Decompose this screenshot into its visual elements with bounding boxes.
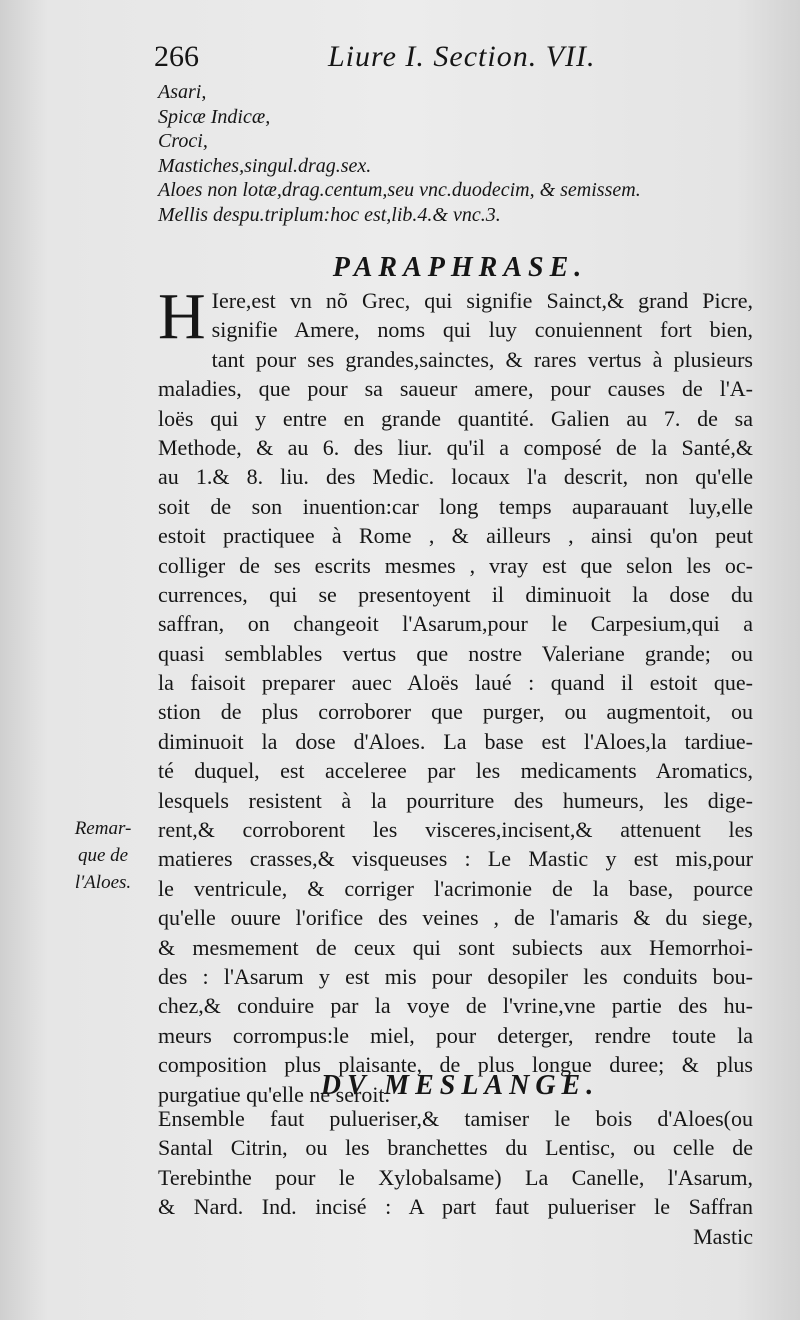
recipe-line: Spicæ Indicæ, xyxy=(158,105,271,128)
text-line: composition plus plaisante, de plus longue duree; & plus xyxy=(158,1052,753,1078)
recipe-line: Croci, xyxy=(158,130,208,152)
text-line: purgatiue qu'elle ne seroit. xyxy=(158,1081,391,1107)
text-line: maladies, que pour sa saueur amere, pour causes de l'A- xyxy=(158,376,753,402)
margin-note-line: que de xyxy=(77,845,129,866)
text-line: des : l'Asarum y est mis pour desopiler les conduits bou- xyxy=(158,963,753,989)
text-line: lesquels resistent à la pourriture des humeurs, les dige- xyxy=(158,787,753,813)
margin-note xyxy=(58,815,148,896)
text-line: le ventricule, & corriger l'acrimonie de la base, pource xyxy=(158,875,753,901)
text-line: diminuoit la dose d'Aloes. La base est l'Aloes,la tardiue- xyxy=(158,728,753,754)
text-line: currences, qui se presentoyent il diminuoit la dose du xyxy=(158,581,753,607)
page-number: 266 xyxy=(154,40,199,73)
meslange-body xyxy=(158,1104,753,1251)
text-line: Methode, & au 6. des liur. qu'il a composé de la Santé,& xyxy=(158,434,753,460)
margin-note-line: Remar- xyxy=(74,818,132,839)
text-line: & Nard. Ind. incisé : A part faut pulueriser le Saffran xyxy=(158,1194,753,1220)
text-line: soit de son inuention:car long temps auparauant luy,elle xyxy=(158,493,753,519)
paraphrase-body xyxy=(158,280,753,1109)
text-line: saffran, on changeoit l'Asarum,pour le Carpesium,qui a xyxy=(158,611,753,637)
text-line: au 1.& 8. liu. des Medic. locaux l'a descrit, non qu'elle xyxy=(158,464,753,490)
recipe-line: Mastiches,singul.drag.sex. xyxy=(158,154,372,177)
text-line: té duquel, est acceleree par les medicaments Aromatics, xyxy=(158,758,753,784)
text-line: loës qui y entre en grande quantité. Galien au 7. de sa xyxy=(158,405,753,431)
margin-note-line: l'Aloes. xyxy=(74,872,132,893)
recipe-line: Mellis despu.triplum:hoc est,lib.4.& vnc.3. xyxy=(158,203,501,226)
text-line: chez,& conduire par la voye de l'vrine,vne partie des hu- xyxy=(158,993,753,1019)
text-line: rent,& corroborent les visceres,incisent,& attenuent les xyxy=(158,817,753,843)
text-line: quasi semblables vertus que nostre Valeriane grande; ou xyxy=(158,640,753,666)
text-line: stion de plus corroborer que purger, ou augmentoit, ou xyxy=(158,699,753,725)
text-line: Santal Citrin, ou les branchettes du Lentisc, ou celle de xyxy=(158,1135,753,1161)
section-heading-meslange: DV MESLANGE. xyxy=(320,1070,600,1101)
text-line: & mesmement de ceux qui sont subiects aux Hemorrhoi- xyxy=(158,934,753,960)
text-line: la faisoit preparer auec Aloës laué : quand il estoit que- xyxy=(158,670,753,696)
text-line: qu'elle ouure l'orifice des veines , de l'amaris & du siege, xyxy=(158,905,753,931)
text-line: Terebinthe pour le Xylobalsame) La Canelle, l'Asarum, xyxy=(158,1164,753,1190)
text-line: meurs corrompus:le miel, pour deterger, rendre toute la xyxy=(158,1022,753,1048)
text-line: tant pour ses grandes,sainctes, & rares vertus à plusieurs xyxy=(211,346,753,372)
recipe-line: Asari, xyxy=(158,81,207,103)
text-line: Iere,est vn nõ Grec, qui signifie Sainct,& grand Picre, xyxy=(211,288,753,313)
section-heading-paraphrase: PARAPHRASE. xyxy=(332,252,588,283)
text-line: signifie Amere, noms qui luy conuiennent fort bien, xyxy=(211,317,753,343)
text-line: colliger de ses escrits mesmes , vray est que selon les oc- xyxy=(158,552,753,578)
page-header xyxy=(150,40,770,76)
catchword: Mastic xyxy=(693,1223,753,1249)
drop-cap: H xyxy=(158,280,206,353)
recipe-line: Aloes non lotæ,drag.centum,seu vnc.duodecim, & semissem. xyxy=(158,179,641,201)
text-line: estoit practiquee à Rome , & ailleurs , ainsi qu'on peut xyxy=(158,523,753,549)
text-line: matieres crasses,& visqueuses : Le Mastic y est mis,pour xyxy=(158,846,753,872)
recipe-list xyxy=(158,80,778,227)
running-title: Liure I. Section. VII. xyxy=(328,40,596,73)
text-line: Ensemble faut pulueriser,& tamiser le bois d'Aloes(ou xyxy=(158,1106,753,1131)
